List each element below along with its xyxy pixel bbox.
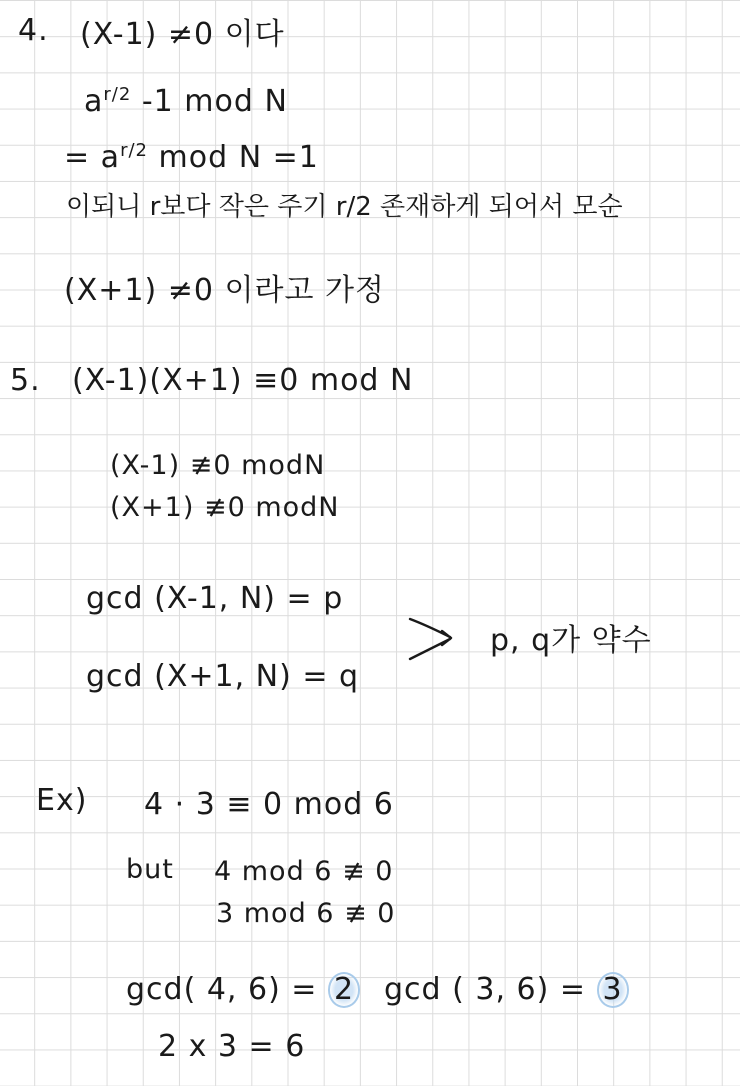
step4-line3 xyxy=(64,142,319,173)
step5-line2: (X-1) ≢0 modN xyxy=(110,450,326,481)
step4-line2-rest: -1 mod N xyxy=(141,84,288,119)
step4-line5: (X+1) ≠0 이라고 가정 xyxy=(64,273,385,308)
step5-gcd1: gcd (X-1, N) = p xyxy=(86,581,344,616)
example-line3: 3 mod 6 ≢ 0 xyxy=(216,898,396,929)
step4-line1: (X-1) ≠0 이다 xyxy=(80,17,285,52)
example-line2: 4 mod 6 ≢ 0 xyxy=(214,856,394,887)
step5-line3: (X+1) ≢0 modN xyxy=(110,492,340,523)
example-gcd-b xyxy=(384,972,629,1008)
example-gcd-b-result: 3 xyxy=(597,972,629,1008)
example-gcd-b-prefix: gcd ( 3, 6) = xyxy=(384,972,586,1007)
example-line1: 4 · 3 ≡ 0 mod 6 xyxy=(144,787,394,822)
example-gcd-a-result: 2 xyxy=(328,972,360,1008)
converge-arrow-icon xyxy=(408,615,454,663)
step4-line2 xyxy=(84,86,288,117)
example-gcd-a xyxy=(126,972,360,1008)
step4-line3-prefix: = a xyxy=(64,140,121,175)
step4-line3-rest: mod N =1 xyxy=(158,140,319,175)
step5-number: 5. xyxy=(10,363,41,398)
step5-gcd2: gcd (X+1, N) = q xyxy=(86,659,360,694)
step5-line1: (X-1)(X+1) ≡0 mod N xyxy=(72,363,414,398)
example-label: Ex) xyxy=(36,783,88,818)
step5-conclusion: p, q가 약수 xyxy=(490,623,652,658)
step4-number: 4. xyxy=(18,13,49,48)
step4-line3-exp: r/2 xyxy=(120,140,148,161)
step4-line4: 이되니 r보다 작은 주기 r/2 존재하게 되어서 모순 xyxy=(66,192,623,222)
example-but-label: but xyxy=(126,854,174,885)
step4-line2-base: a xyxy=(84,84,104,119)
step4-line2-exp: r/2 xyxy=(103,84,132,105)
example-product: 2 x 3 = 6 xyxy=(158,1029,306,1064)
example-gcd-a-prefix: gcd( 4, 6) = xyxy=(126,972,318,1007)
